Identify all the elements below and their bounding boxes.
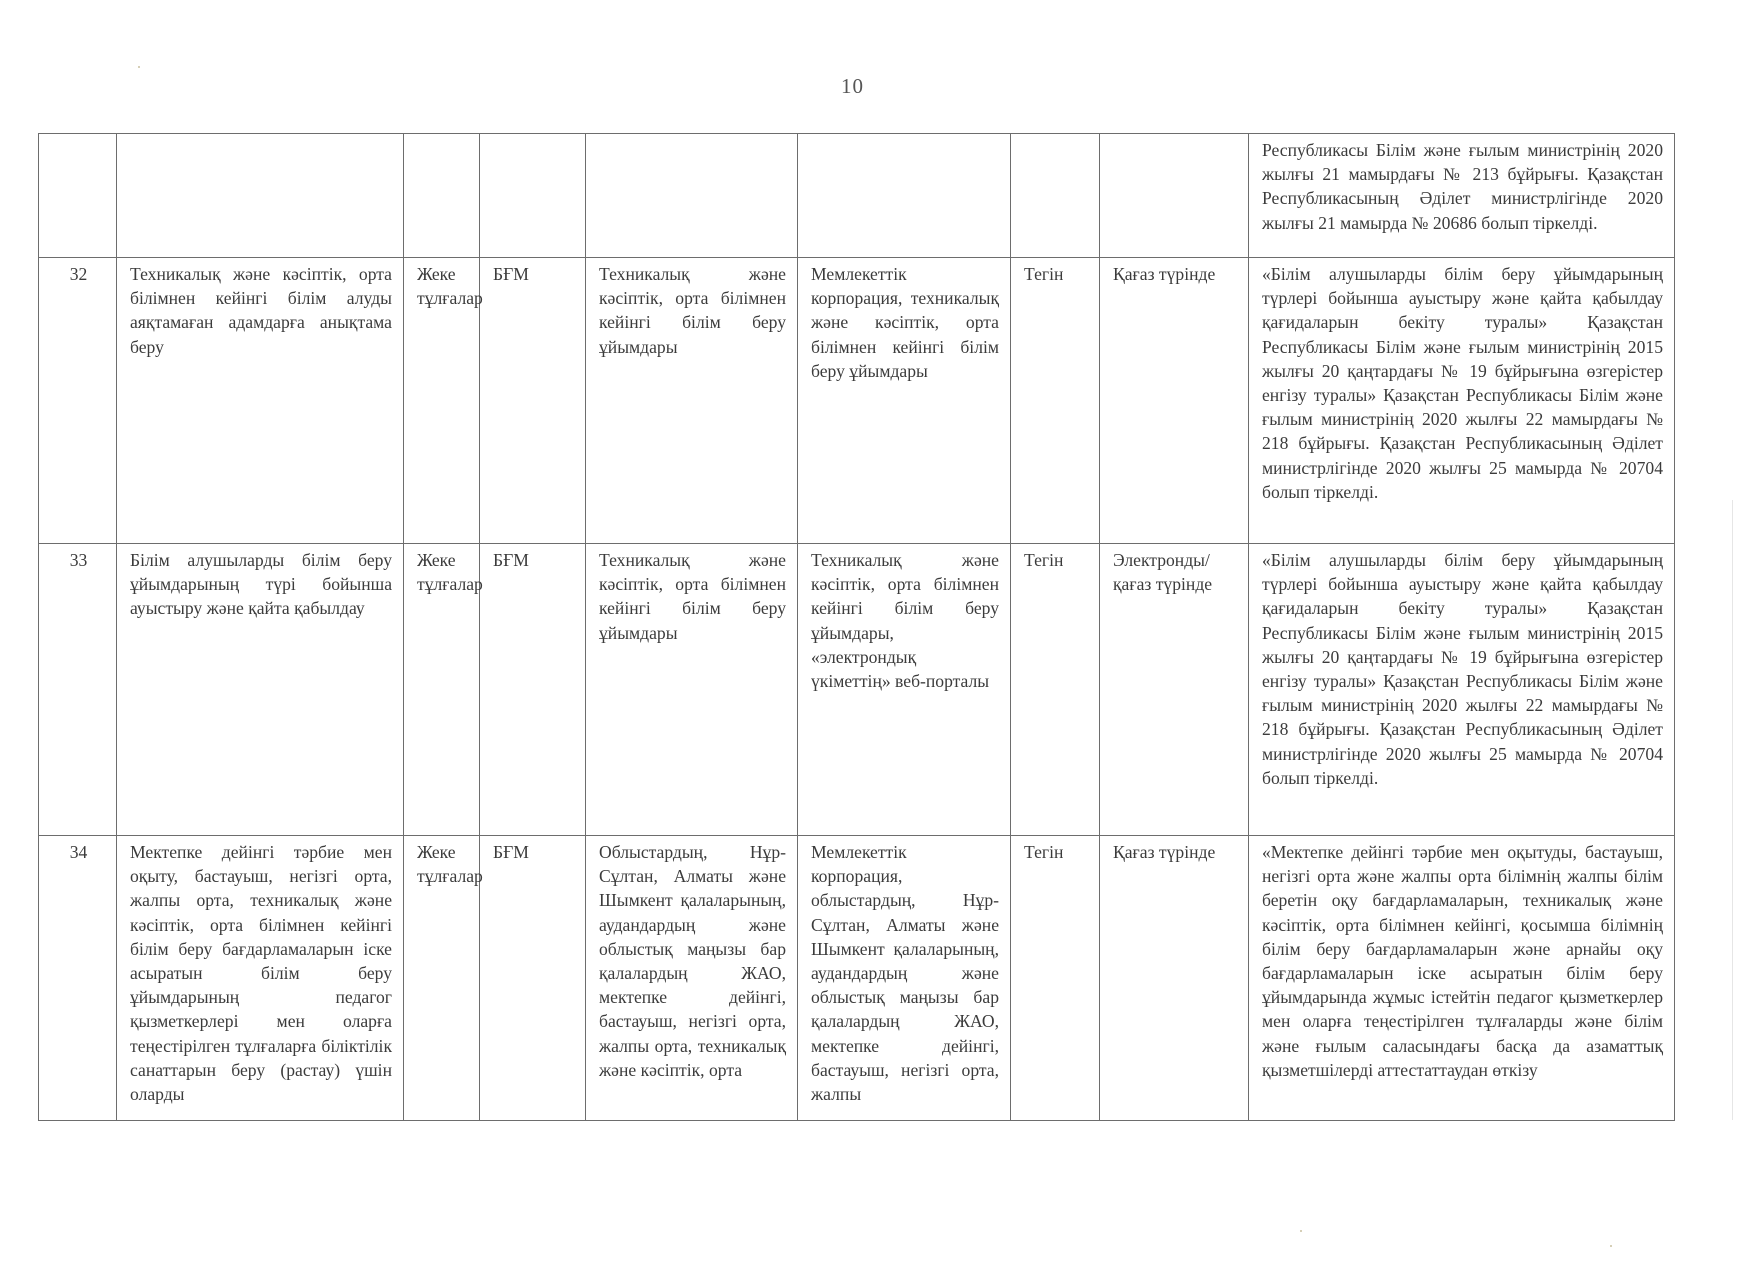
services-table [38,133,1675,1121]
cell-cost: Тегін [1011,836,1100,1121]
cell-application-point: Техникалық және кәсіптік, орта білімнен кейінгі білім беру ұйымдары, «электрондық үкіметтің» веб-порталы [798,544,1011,836]
table-row [39,836,1675,1121]
cell-number: 33 [39,544,117,836]
cell-number [39,134,117,258]
cell-cost: Тегін [1011,544,1100,836]
cell-application-point: Мемлекеттік корпорация, облыстардың, Нұр-Сұлтан, Алматы және Шымкент қалаларының, аудандардың және облыстық маңызы бар қалалардың ЖАО, мектепке дейінгі, бастауыш, негізгі орта, жалпы [798,836,1011,1121]
cell-service-name: Техникалық және кәсіптік, орта білімнен кейінгі білім алуды аяқтамаған адамдарға анықтама беру [117,258,404,544]
cell-recipient: Жеке тұлғалар [404,544,480,836]
cell-legal-basis: «Білім алушыларды білім беру ұйымдарының түрлері бойынша ауыстыру және қайта қабылдау қағидаларын бекіту туралы» Қазақстан Республикасы Білім және ғылым министрінің 2015 жылғы 20 қаңтардағы № 19 бұйрығына өзгерістер енгізу туралы» Қазақстан Республикасы Білім және ғылым министрінің 2020 жылғы 22 мамырдағы № 218 бұйрығы. Қазақстан Республикасының Әділет министрлігінде 2020 жылғы 25 мамырда № 20704 болып тіркелді. [1249,258,1675,544]
cell-service-name: Мектепке дейінгі тәрбие мен оқыту, бастауыш, негізгі орта, жалпы орта, техникалық және кәсіптік, орта білімнен кейінгі білім беру бағдарламаларын іске асыратын білім беру ұйымдарының педагог қызметкерлері мен оларға теңестірілген тұлғаларға біліктілік санаттарын беру (растау) үшін оларды [117,836,404,1121]
cell-form: Электронды/ қағаз түрінде [1100,544,1249,836]
cell-application-point [798,134,1011,258]
cell-provider [586,134,798,258]
cell-service-name: Білім алушыларды білім беру ұйымдарының түрі бойынша ауыстыру және қайта қабылдау [117,544,404,836]
cell-legal-basis: «Білім алушыларды білім беру ұйымдарының түрлері бойынша ауыстыру және қайта қабылдау қағидаларын бекіту туралы» Қазақстан Республикасы Білім және ғылым министрінің 2015 жылғы 20 қаңтардағы № 19 бұйрығына өзгерістер енгізу туралы» Қазақстан Республикасы Білім және ғылым министрінің 2020 жылғы 22 мамырдағы № 218 бұйрығы. Қазақстан Республикасының Әділет министрлігінде 2020 жылғы 25 мамырда № 20704 болып тіркелді. [1249,544,1675,836]
cell-recipient: Жеке тұлғалар [404,258,480,544]
cell-agency: БҒМ [480,836,586,1121]
table-row-continuation [39,134,1675,258]
cell-provider: Техникалық және кәсіптік, орта білімнен кейінгі білім беру ұйымдары [586,544,798,836]
scan-speck [138,66,140,68]
cell-agency [480,134,586,258]
cell-service-name [117,134,404,258]
scan-speck [1610,1245,1612,1247]
page-number: 10 [841,74,864,98]
cell-agency: БҒМ [480,258,586,544]
cell-legal-basis: Республикасы Білім және ғылым министрінің 2020 жылғы 21 мамырдағы № 213 бұйрығы. Қазақстан Республикасының Әділет министрлігінде 2020 жылғы 21 мамырда № 20686 болып тіркелді. [1249,134,1675,258]
cell-number: 32 [39,258,117,544]
cell-form: Қағаз түрінде [1100,836,1249,1121]
cell-cost [1011,134,1100,258]
cell-form: Қағаз түрінде [1100,258,1249,544]
scan-edge-line [1732,500,1733,1120]
cell-provider: Облыстардың, Нұр-Сұлтан, Алматы және Шымкент қалаларының, аудандардың және облыстық маңызы бар қалалардың ЖАО, мектепке дейінгі, бастауыш, негізгі орта, жалпы орта, техникалық және кәсіптік, орта [586,836,798,1121]
cell-form [1100,134,1249,258]
cell-cost: Тегін [1011,258,1100,544]
cell-provider: Техникалық және кәсіптік, орта білімнен кейінгі білім беру ұйымдары [586,258,798,544]
cell-legal-basis: «Мектепке дейінгі тәрбие мен оқытуды, бастауыш, негізгі орта және жалпы орта білімнің жалпы білім беретін оқу бағдарламаларын, техникалық және кәсіптік, орта білімнен кейінгі, қосымша білімнің білім беру бағдарламаларын және арнайы оқу бағдарламаларын іске асыратын білім беру ұйымдарында жұмыс істейтін педагог қызметкерлер мен оларға теңестірілген тұлғаларды және білім және ғылым саласындағы басқа да азаматтық қызметшілерді аттестаттаудан өткізу [1249,836,1675,1121]
cell-recipient [404,134,480,258]
cell-application-point: Мемлекеттік корпорация, техникалық және кәсіптік, орта білімнен кейінгі білім беру ұйымдары [798,258,1011,544]
table-row [39,258,1675,544]
cell-agency: БҒМ [480,544,586,836]
cell-number: 34 [39,836,117,1121]
scan-speck [1300,1230,1302,1232]
cell-recipient: Жеке тұлғалар [404,836,480,1121]
table-row [39,544,1675,836]
